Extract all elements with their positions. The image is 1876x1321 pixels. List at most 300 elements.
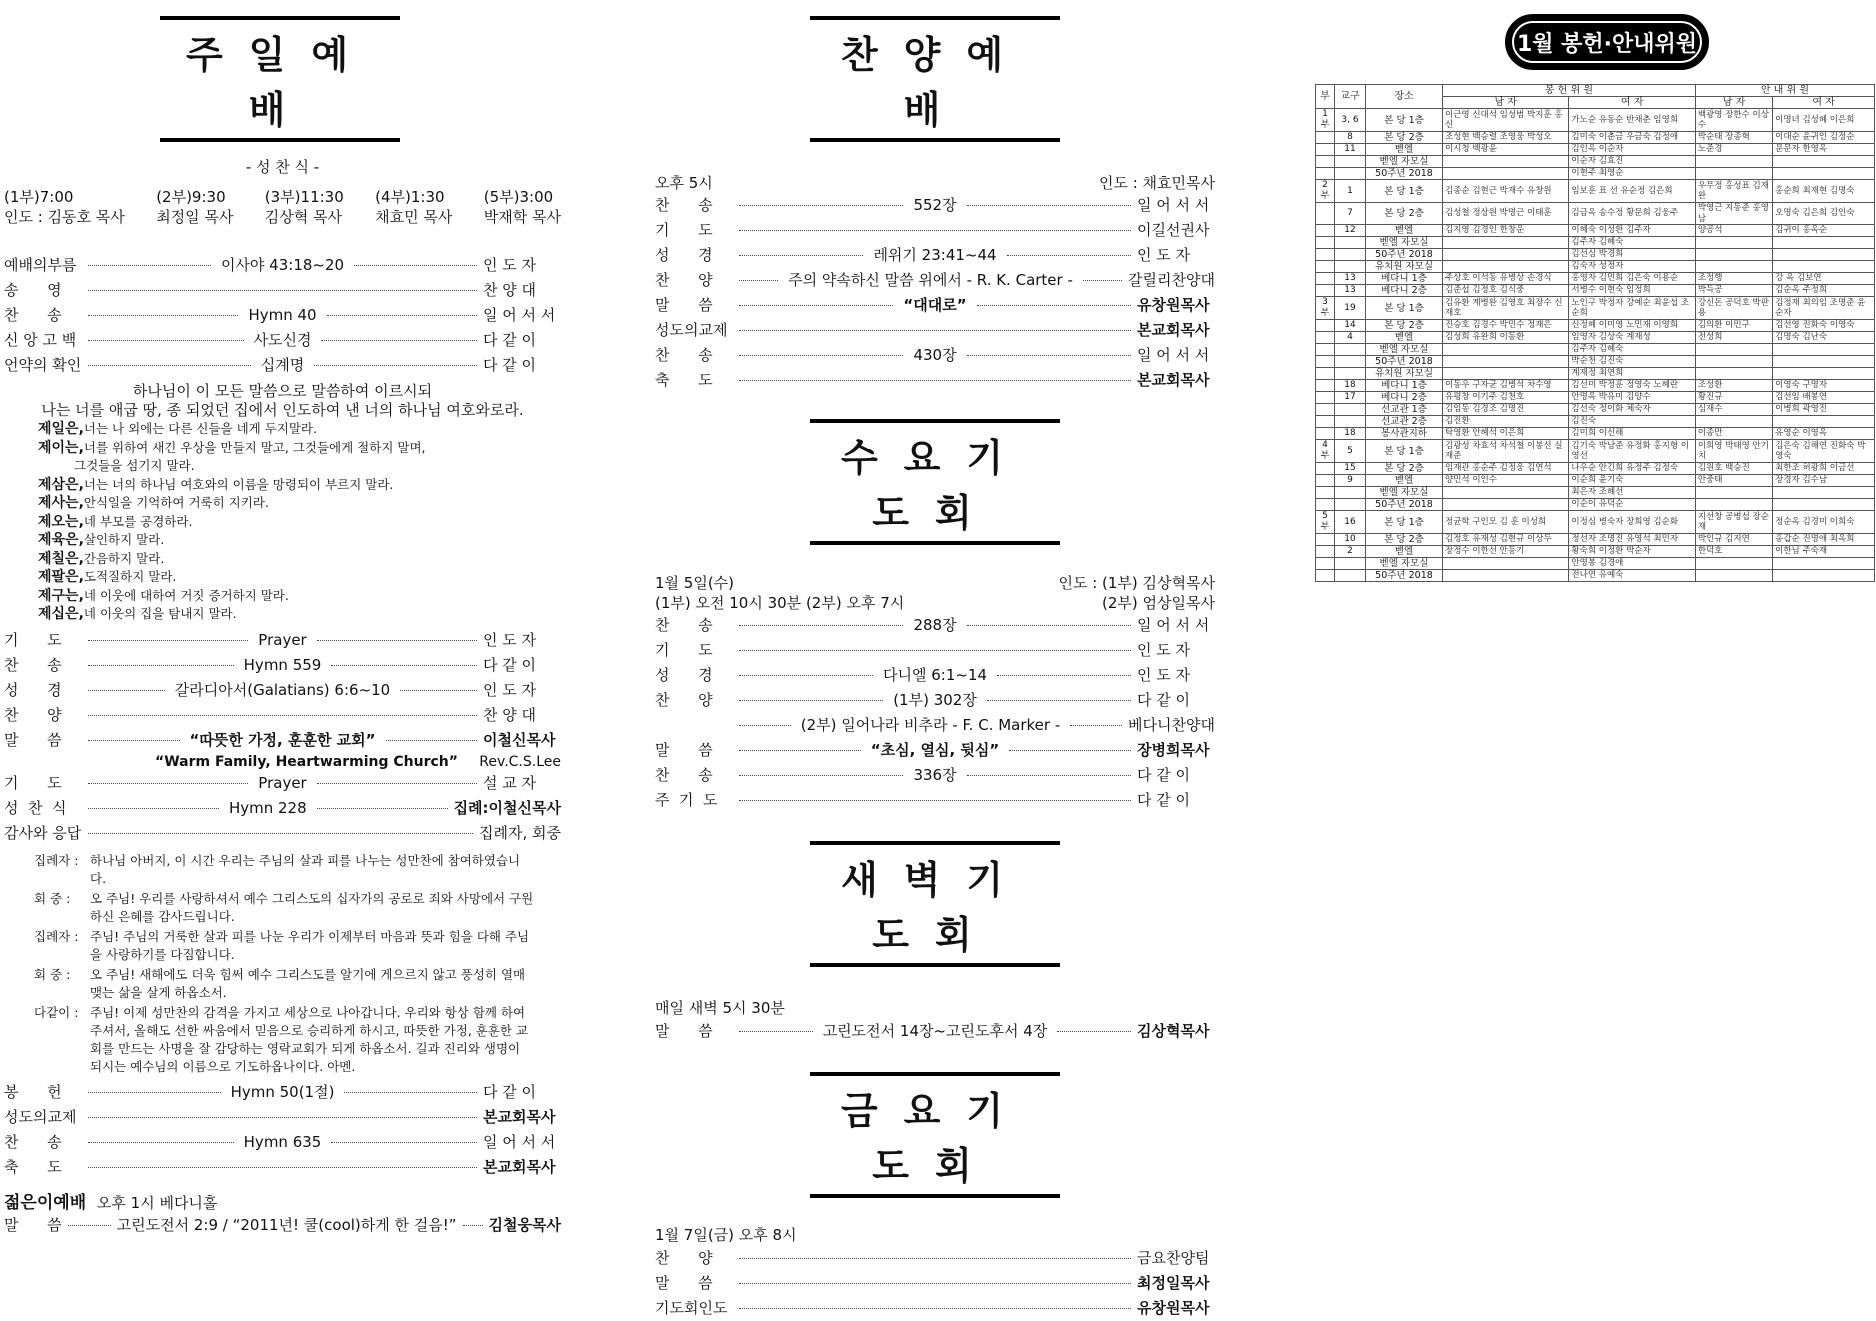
cell-a xyxy=(1443,168,1569,180)
leader-dots xyxy=(739,700,883,701)
cell-parish: 14 xyxy=(1335,320,1366,332)
cell-parish: 11 xyxy=(1335,144,1366,156)
table-row xyxy=(1316,499,1875,511)
cell-a: 유평창 이기주 김천호 xyxy=(1443,392,1569,404)
commandment xyxy=(38,457,565,476)
table-row xyxy=(1316,225,1875,237)
cell-place: 벧엘 자모실 xyxy=(1366,558,1443,570)
cell-c xyxy=(1695,416,1772,428)
order-row xyxy=(655,713,1215,738)
cell-b: 이순이 유덕순 xyxy=(1569,499,1695,511)
leader-dots xyxy=(967,625,1131,626)
leader-dots xyxy=(400,690,477,691)
row-role: 이철신목사 xyxy=(483,730,556,749)
leader-dots xyxy=(987,700,1131,701)
commandment-text: 네 부모를 공경하라. xyxy=(83,513,193,529)
order-row xyxy=(4,728,561,753)
cell-a xyxy=(1443,156,1569,168)
row-value: 336장 xyxy=(913,766,957,784)
cell-a: 조성현 백승렬 조영웅 박성오 xyxy=(1443,132,1569,144)
cell-place: 50주년 2018 xyxy=(1366,168,1443,180)
cell-b: 정선자 조명진 유영석 최민자 xyxy=(1569,534,1695,546)
youth-service xyxy=(0,1188,565,1238)
leader-dots xyxy=(739,1258,1131,1259)
table-row xyxy=(1316,570,1875,582)
commandment xyxy=(38,494,565,513)
row-role: 다 같 이 xyxy=(483,655,537,674)
cell-parish xyxy=(1335,416,1366,428)
commandment-text: 살인하지 말라. xyxy=(83,532,165,547)
row-key: 봉 헌 xyxy=(4,1082,62,1101)
cell-d: 김정재 최의임 조명준 윤순자 xyxy=(1773,297,1875,320)
order-row xyxy=(4,278,561,303)
row-key: 말 씀 xyxy=(655,741,713,759)
cell-c: 전성희 xyxy=(1695,332,1772,344)
order-row xyxy=(4,1105,561,1130)
order-row xyxy=(4,678,561,703)
cell-d xyxy=(1773,356,1875,368)
order-row xyxy=(4,821,561,846)
row-value: Hymn 40 xyxy=(248,306,317,324)
liturgy-line xyxy=(34,852,535,888)
cell-parish xyxy=(1335,368,1366,380)
cell-parish: 4 xyxy=(1335,332,1366,344)
row-value: Hymn 635 xyxy=(243,1132,322,1151)
liturgy-speaker: 회 중 : xyxy=(34,890,71,906)
order-row xyxy=(4,1130,561,1155)
sermon-english-title: “Warm Family, Heartwarming Church” xyxy=(155,753,458,770)
liturgy-line xyxy=(34,966,535,1002)
cell-d: 강 옥 김보연 xyxy=(1773,273,1875,285)
cell-parish: 15 xyxy=(1335,463,1366,475)
committee-title: 1월 봉헌·안내위원 xyxy=(1516,31,1698,57)
cell-bu xyxy=(1316,499,1335,511)
wednesday-title: 수요기도회 xyxy=(810,417,1060,545)
cell-d: 김선영 진화숙 이영숙 xyxy=(1773,320,1875,332)
leader-dots xyxy=(88,808,219,809)
leader-dots xyxy=(88,690,165,691)
liturgy-speaker: 집례자 : xyxy=(34,852,79,868)
cell-c: 한덕호 xyxy=(1695,546,1772,558)
cell-parish xyxy=(1335,168,1366,180)
cell-parish: 8 xyxy=(1335,132,1366,144)
leader-dots xyxy=(344,1092,477,1093)
committee-title-badge xyxy=(1505,14,1709,70)
col-bu: 부 xyxy=(1316,85,1335,109)
order-row xyxy=(4,353,561,378)
row-role: 본교회목사 xyxy=(1137,321,1210,339)
liturgy-text: 오 주님! 새해에도 더욱 힘써 예수 그리스도를 알기에 게으르지 않고 풍성히 열매맺는 삶을 살게 하옵소서. xyxy=(90,966,526,1000)
row-key: 기 도 xyxy=(655,641,713,659)
leader-dots xyxy=(977,305,1131,306)
row-role: 최정일목사 xyxy=(1137,1274,1210,1292)
cell-bu xyxy=(1316,380,1335,392)
cell-place: 50주년 2018 xyxy=(1366,356,1443,368)
cell-place: 베다니 2층 xyxy=(1366,285,1443,297)
cell-place: 본 당 2층 xyxy=(1366,463,1443,475)
row-role: 인 도 자 xyxy=(1137,641,1191,659)
row-key: 성 경 xyxy=(655,666,713,684)
cell-a: 김종순 김현근 박재수 유창원 xyxy=(1443,180,1569,203)
col-place: 장소 xyxy=(1366,85,1443,109)
cell-b: 김선숙 정이화 체숙자 xyxy=(1569,404,1695,416)
service-slot xyxy=(265,187,344,227)
cell-place: 본 당 1층 xyxy=(1366,297,1443,320)
cell-b: 김인옥 이순자 xyxy=(1569,144,1695,156)
leader-dots xyxy=(88,783,248,784)
row-value: 레위기 23:41~44 xyxy=(873,246,997,264)
order-row xyxy=(4,253,561,278)
cell-b: 이순자 김효진 xyxy=(1569,156,1695,168)
row-value: 이사야 43:18~20 xyxy=(220,256,345,274)
cell-d: 김은숙 김해연 진화숙 박영숙 xyxy=(1773,440,1875,463)
cell-parish: 9 xyxy=(1335,475,1366,487)
cell-d: 이대순 윤귀인 김정순 xyxy=(1773,132,1875,144)
leader-dots xyxy=(88,365,251,366)
row-role: 김상혁목사 xyxy=(1137,1022,1210,1040)
commandment-number: 제구는, xyxy=(38,587,84,604)
cell-d: 이한님 주숙재 xyxy=(1773,546,1875,558)
committee-table xyxy=(1315,84,1875,582)
cell-b: 안명옥 박유미 김양수 xyxy=(1569,392,1695,404)
order-row xyxy=(4,1155,561,1180)
commandment-number: 제칠은, xyxy=(38,550,84,567)
leader-dots xyxy=(88,740,180,741)
leader-dots xyxy=(967,355,1131,356)
row-role: 찬 양 대 xyxy=(483,281,537,299)
commandment-text: 도적질하지 말라. xyxy=(83,569,177,584)
row-key: 말 씀 xyxy=(655,296,713,314)
leader-dots xyxy=(68,1225,111,1226)
cell-a: 김광성 차효석 차석철 이봉선 실재준 xyxy=(1443,440,1569,463)
leader-dots xyxy=(88,640,248,641)
cell-parish: 19 xyxy=(1335,297,1366,320)
service-leader: 채효민 목사 xyxy=(375,208,453,226)
leader-dots xyxy=(739,255,863,256)
leader-dots xyxy=(739,625,903,626)
order-row xyxy=(655,1019,1215,1044)
order-row xyxy=(655,738,1215,763)
cell-place: 벧엘 자모실 xyxy=(1366,237,1443,249)
table-row xyxy=(1316,463,1875,475)
col-usher-female: 여 자 xyxy=(1773,97,1875,109)
row-value: 고린도전서 2:9 / “2011년! 쿨(cool)하게 한 걸음!” xyxy=(116,1215,457,1234)
cell-place: 선교관 2층 xyxy=(1366,416,1443,428)
row-key: 찬 송 xyxy=(655,766,713,784)
cell-parish xyxy=(1335,261,1366,273)
service-leader: 김상혁 목사 xyxy=(264,208,343,226)
leader-dots xyxy=(317,640,477,641)
commandment-number: 제육은, xyxy=(38,532,84,548)
row-value: 다니엘 6:1~14 xyxy=(882,666,988,684)
row-value: 사도신경 xyxy=(253,331,312,349)
leader-dots xyxy=(967,205,1131,206)
row-key: 찬 양 xyxy=(655,271,713,289)
cell-a: 김성철 정상원 박명근 이태훈 xyxy=(1443,203,1569,225)
table-row xyxy=(1316,168,1875,180)
leader-dots xyxy=(321,340,477,341)
title-rule-top xyxy=(810,1072,1060,1076)
service-time: (2부)9:30 xyxy=(156,188,226,206)
cell-bu xyxy=(1316,261,1335,273)
cell-parish xyxy=(1335,356,1366,368)
cell-bu: 1부 xyxy=(1316,109,1335,132)
order-row xyxy=(655,218,1215,243)
row-value: 288장 xyxy=(913,616,957,634)
cell-c xyxy=(1695,156,1772,168)
leader-dots xyxy=(317,783,477,784)
cell-c: 백광영 장한수 이상수 xyxy=(1695,109,1772,132)
col-offering: 봉 헌 위 원 xyxy=(1443,85,1696,97)
cell-a: 이근영 신대석 임성범 박지훈 홍 신 xyxy=(1443,109,1569,132)
leader-dots xyxy=(88,1167,477,1168)
leader-dots xyxy=(739,205,903,206)
order-row xyxy=(655,688,1215,713)
leader-dots xyxy=(1070,725,1122,726)
cell-parish xyxy=(1335,499,1366,511)
table-row xyxy=(1316,203,1875,225)
row-key: 기 도 xyxy=(4,773,62,792)
cell-place: 본 당 2층 xyxy=(1366,534,1443,546)
cell-c: 이희영 박태영 안기치 xyxy=(1695,440,1772,463)
cell-place: 50주년 2018 xyxy=(1366,570,1443,582)
cell-d xyxy=(1773,344,1875,356)
cell-b: 임영자 김상숙 계재성 xyxy=(1569,332,1695,344)
cell-c: 양공석 xyxy=(1695,225,1772,237)
cell-b: 김미숙 이춘금 우금숙 김정애 xyxy=(1569,132,1695,144)
cell-a: 주상호 이석동 유병상 손경식 xyxy=(1443,273,1569,285)
row-key: 성도의교제 xyxy=(4,1107,77,1126)
row-role: 인 도 자 xyxy=(483,680,537,699)
cell-b: 임보훈 표 선 유순정 김은희 xyxy=(1569,180,1695,203)
cell-d: 이병희 곽영진 xyxy=(1773,404,1875,416)
order-row xyxy=(4,328,561,353)
row-key: 송 영 xyxy=(4,281,62,299)
cell-c: 박득공 xyxy=(1695,285,1772,297)
cell-a xyxy=(1443,368,1569,380)
title-rule-bottom xyxy=(160,138,400,142)
cell-d: 오명숙 김은희 김인숙 xyxy=(1773,203,1875,225)
commandment xyxy=(38,531,565,550)
row-value: “대대로” xyxy=(903,296,967,314)
row-value: 주의 약속하신 말씀 위에서 - R. K. Carter - xyxy=(788,271,1073,289)
cell-d xyxy=(1773,487,1875,499)
table-row xyxy=(1316,344,1875,356)
cell-parish: 2 xyxy=(1335,546,1366,558)
cell-d xyxy=(1773,237,1875,249)
cell-c: 박순태 장종혁 xyxy=(1695,132,1772,144)
row-value: Prayer xyxy=(258,630,307,649)
row-key: 찬 송 xyxy=(655,196,713,214)
cell-bu xyxy=(1316,404,1335,416)
cell-c xyxy=(1695,249,1772,261)
row-role: 다 같 이 xyxy=(483,331,537,349)
cell-d: 홍갑순 진명애 최옥희 xyxy=(1773,534,1875,546)
service-leader: 박재학 목사 xyxy=(483,208,561,226)
cell-bu xyxy=(1316,273,1335,285)
row-role: 갈릴리찬양대 xyxy=(1128,271,1215,289)
row-value: (1부) 302장 xyxy=(893,691,977,709)
cell-b: 김주자 김혜숙 xyxy=(1569,237,1695,249)
row-role: 설 교 자 xyxy=(483,773,537,792)
table-row xyxy=(1316,332,1875,344)
cell-d xyxy=(1773,156,1875,168)
commandment-number: 제삼은, xyxy=(38,476,84,493)
dawn-time: 매일 새벽 5시 30분 xyxy=(655,999,785,1017)
cell-a: 이시청 백광윤 xyxy=(1443,144,1569,156)
covenant-line: 나는 너를 애굽 땅, 종 되었던 집에서 인도하여 낸 너의 하나님 여호와로라. xyxy=(41,401,524,419)
order-of-worship-3 xyxy=(0,771,565,846)
cell-bu: 2부 xyxy=(1316,180,1335,203)
table-row xyxy=(1316,440,1875,463)
cell-a xyxy=(1443,499,1569,511)
table-row xyxy=(1316,273,1875,285)
cell-bu xyxy=(1316,132,1335,144)
cell-b: 이순희 윤기숙 xyxy=(1569,475,1695,487)
row-value: 십계명 xyxy=(260,356,305,374)
order-of-worship-2 xyxy=(0,628,565,753)
cell-a xyxy=(1443,487,1569,499)
leader-dots xyxy=(739,230,1131,231)
table-row xyxy=(1316,180,1875,203)
leader-dots xyxy=(88,833,473,834)
row-key: 말 씀 xyxy=(4,730,62,749)
leader-dots xyxy=(967,775,1131,776)
cell-place: 베다니 1층 xyxy=(1366,273,1443,285)
row-value: Hymn 559 xyxy=(243,655,322,674)
cell-a: 김준섭 김정호 김식중 xyxy=(1443,285,1569,297)
cell-bu xyxy=(1316,487,1335,499)
cell-bu xyxy=(1316,428,1335,440)
communion-liturgy xyxy=(0,846,565,1080)
order-row xyxy=(4,628,561,653)
row-value: 552장 xyxy=(913,196,957,214)
cell-c: 박인규 김지연 xyxy=(1695,534,1772,546)
cell-b: 전나연 유예숙 xyxy=(1569,570,1695,582)
wednesday-header xyxy=(655,573,1215,593)
cell-b: 황숙희 이정환 박순자 xyxy=(1569,546,1695,558)
cell-b: 서병수 이현숙 임정희 xyxy=(1569,285,1695,297)
praise-order xyxy=(655,193,1215,393)
leader-dots xyxy=(88,340,244,341)
row-role: 인 도 자 xyxy=(483,630,537,649)
order-row xyxy=(655,268,1215,293)
cell-place: 벧엘 자모실 xyxy=(1366,156,1443,168)
youth-sermon-row xyxy=(4,1213,561,1238)
liturgy-text: 오 주님! 우리를 사랑하셔서 예수 그리스도의 십자가의 공로로 죄와 사망에서 구원하신 은혜를 감사드립니다. xyxy=(90,890,534,924)
table-row xyxy=(1316,416,1875,428)
title-rule-bottom xyxy=(810,1194,1060,1198)
title-rule-top xyxy=(160,16,400,20)
row-role: 다 같 이 xyxy=(1137,766,1191,784)
cell-parish xyxy=(1335,344,1366,356)
table-row xyxy=(1316,380,1875,392)
cell-d: 최한조 허광희 이금선 xyxy=(1773,463,1875,475)
order-row xyxy=(655,343,1215,368)
table-row xyxy=(1316,285,1875,297)
leader-dots xyxy=(739,775,903,776)
cell-a xyxy=(1443,558,1569,570)
row-role: 다 같 이 xyxy=(483,356,537,374)
liturgy-line xyxy=(34,890,535,926)
order-of-worship-4 xyxy=(0,1080,565,1180)
title-rule-bottom xyxy=(810,541,1060,545)
leader-dots xyxy=(997,675,1131,676)
wednesday-header-2 xyxy=(655,593,1215,613)
leader-dots xyxy=(314,365,477,366)
row-role: 이길선권사 xyxy=(1137,221,1210,239)
cell-parish: 10 xyxy=(1335,534,1366,546)
cell-place: 50주년 2018 xyxy=(1366,249,1443,261)
cell-parish xyxy=(1335,487,1366,499)
cell-bu xyxy=(1316,368,1335,380)
order-row xyxy=(655,638,1215,663)
praise-header xyxy=(655,172,1215,193)
cell-place: 벧엘 자모실 xyxy=(1366,487,1443,499)
row-role: 다 같 이 xyxy=(1137,691,1191,709)
row-role: 다 같 이 xyxy=(1137,791,1191,809)
cell-a: 김진환 xyxy=(1443,416,1569,428)
cell-a: 김정호 유재성 김현규 이상두 xyxy=(1443,534,1569,546)
cell-d: 이명녀 김성혜 이은희 xyxy=(1773,109,1875,132)
cell-b: 홍영자 김민희 김은숙 이용순 xyxy=(1569,273,1695,285)
cell-place: 봉사관지하 xyxy=(1366,428,1443,440)
cell-bu xyxy=(1316,416,1335,428)
friday-title: 금요기도회 xyxy=(810,1070,1060,1198)
weekly-services-column xyxy=(655,0,1215,1321)
cell-parish: 13 xyxy=(1335,285,1366,297)
cell-bu xyxy=(1316,344,1335,356)
cell-c: 심재수 xyxy=(1695,404,1772,416)
cell-parish: 3, 6 xyxy=(1335,109,1366,132)
cell-bu xyxy=(1316,203,1335,225)
cell-bu xyxy=(1316,534,1335,546)
cell-bu xyxy=(1316,463,1335,475)
sermon-english-speaker: Rev.C.S.Lee xyxy=(479,753,561,770)
row-key: 찬 양 xyxy=(4,705,62,724)
table-row xyxy=(1316,475,1875,487)
leader-dots xyxy=(739,800,1131,801)
cell-place: 벧엘 자모실 xyxy=(1366,344,1443,356)
row-role: 베다니찬양대 xyxy=(1128,716,1215,734)
order-row xyxy=(655,663,1215,688)
sunday-title: 주일예배 xyxy=(160,14,400,142)
row-value: “초심, 열심, 뒷심” xyxy=(870,741,1000,759)
cell-d: 이영숙 구명자 xyxy=(1773,380,1875,392)
cell-place: 유치원 자모실 xyxy=(1366,261,1443,273)
youth-info: 오후 1시 베다니홀 xyxy=(96,1193,218,1212)
cell-a: 양민석 이인수 xyxy=(1443,475,1569,487)
title-rule-top xyxy=(810,419,1060,423)
order-row xyxy=(4,796,561,821)
commandment-number: 제팔은, xyxy=(38,569,84,585)
cell-place: 벧엘 xyxy=(1366,475,1443,487)
table-row xyxy=(1316,356,1875,368)
row-key: 말 씀 xyxy=(655,1022,713,1040)
cell-c: 이종만 xyxy=(1695,428,1772,440)
service-time: (5부)3:00 xyxy=(483,188,554,206)
order-row xyxy=(655,788,1215,813)
wednesday-leader-2: (2부) 엄상일목사 xyxy=(1102,594,1215,612)
cell-c: 조정행 xyxy=(1695,273,1772,285)
cell-b: 이현주 최영순 xyxy=(1569,168,1695,180)
row-role: 일 어 서 서 xyxy=(1137,616,1210,634)
cell-place: 베다니 1층 xyxy=(1366,380,1443,392)
cell-a xyxy=(1443,249,1569,261)
cell-c: 조성환 xyxy=(1695,380,1772,392)
wednesday-order xyxy=(655,613,1215,813)
row-value: Hymn 228 xyxy=(228,798,307,817)
